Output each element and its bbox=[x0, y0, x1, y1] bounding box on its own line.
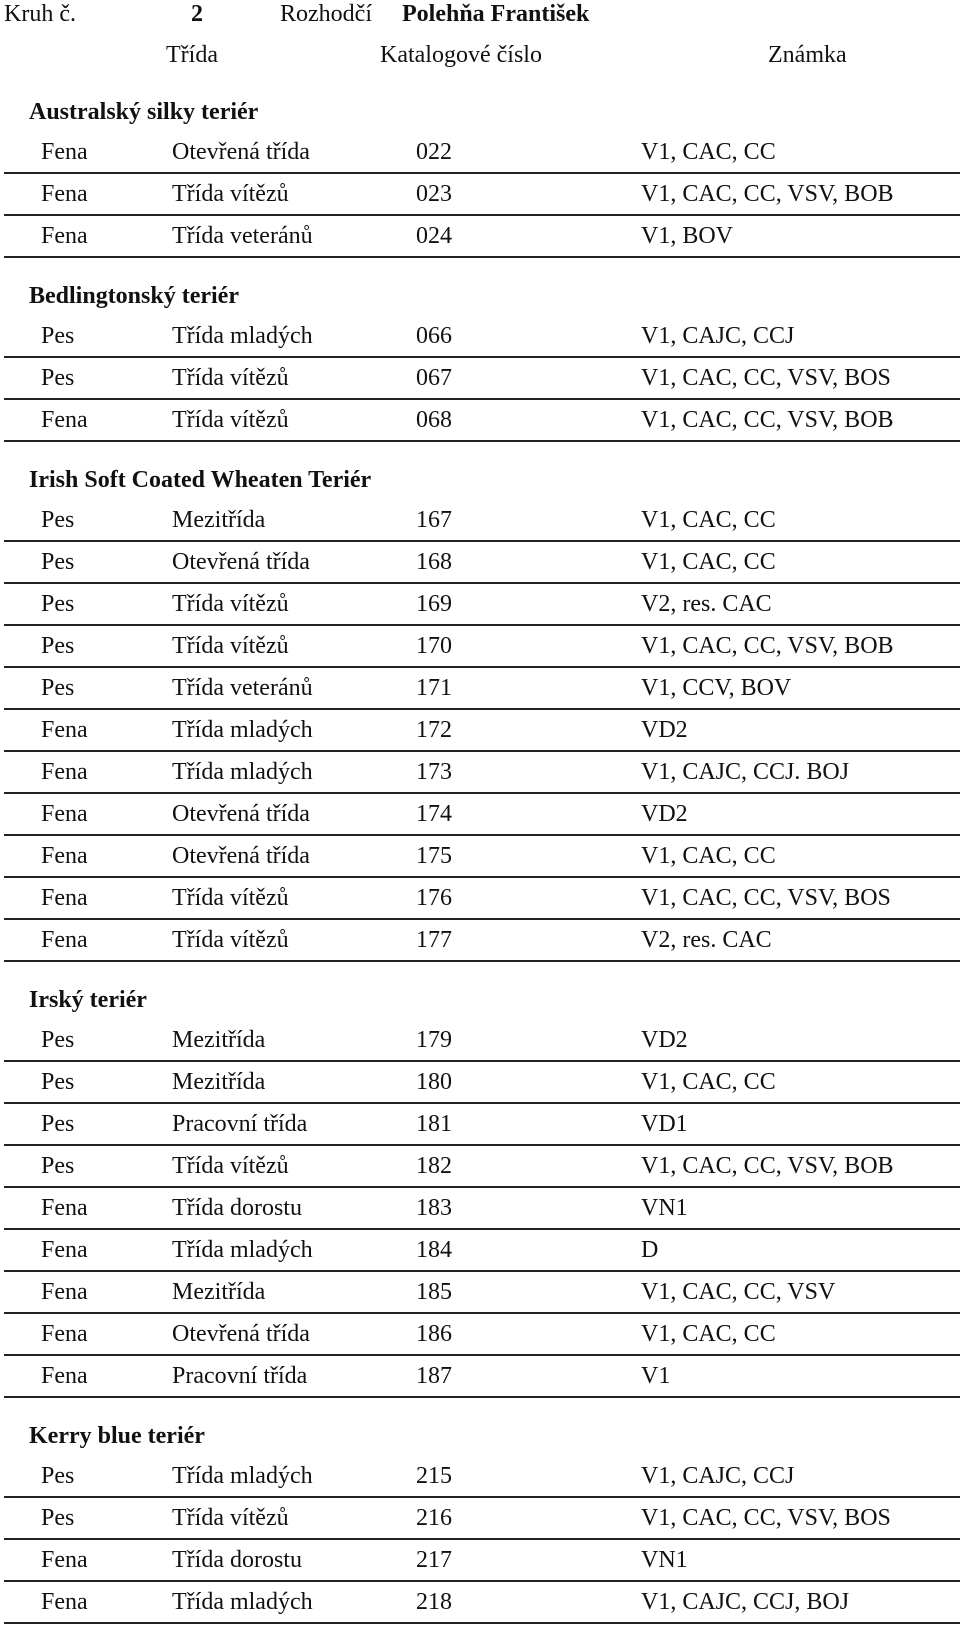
entry-catalog-number: 183 bbox=[416, 1195, 452, 1221]
entry-catalog-number: 176 bbox=[416, 885, 452, 911]
entry-catalog-number: 173 bbox=[416, 759, 452, 785]
results-sheet bbox=[0, 92, 960, 1624]
entry-class: Třída dorostu bbox=[172, 1547, 302, 1573]
entry-grade: D bbox=[641, 1237, 659, 1263]
entry-grade: V1, BOV bbox=[641, 223, 734, 249]
entry-class: Třída vítězů bbox=[172, 181, 289, 207]
entry-class: Třída mladých bbox=[172, 717, 313, 743]
entry-class: Otevřená třída bbox=[172, 1321, 310, 1347]
entry-class: Třída vítězů bbox=[172, 365, 289, 391]
entry-sex: Fena bbox=[41, 1195, 88, 1221]
entry-catalog-number: 215 bbox=[416, 1463, 452, 1489]
entry-class: Třída vítězů bbox=[172, 591, 289, 617]
row-rule bbox=[4, 440, 960, 442]
entry-row bbox=[0, 1540, 960, 1582]
entry-catalog-number: 171 bbox=[416, 675, 452, 701]
breed-section bbox=[0, 1416, 960, 1624]
entry-row bbox=[0, 132, 960, 174]
entry-class: Otevřená třída bbox=[172, 139, 310, 165]
entry-class: Třída dorostu bbox=[172, 1195, 302, 1221]
entry-grade: V1, CAC, CC bbox=[641, 1321, 776, 1347]
entry-sex: Fena bbox=[41, 407, 88, 433]
entry-class: Třída veteránů bbox=[172, 675, 313, 701]
entry-grade: V1, CAC, CC bbox=[641, 1069, 776, 1095]
entry-sex: Fena bbox=[41, 1589, 88, 1615]
entry-sex: Fena bbox=[41, 843, 88, 869]
entry-sex: Fena bbox=[41, 1237, 88, 1263]
entry-grade: V1, CCV, BOV bbox=[641, 675, 792, 701]
entry-row bbox=[0, 1230, 960, 1272]
entry-class: Otevřená třída bbox=[172, 549, 310, 575]
entry-grade: V1, CAC, CC bbox=[641, 507, 776, 533]
entry-grade: V1, CAC, CC, VSV, BOB bbox=[641, 181, 894, 207]
entry-catalog-number: 168 bbox=[416, 549, 452, 575]
entry-sex: Pes bbox=[41, 675, 75, 701]
entry-grade: V1, CAC, CC, VSV, BOB bbox=[641, 633, 894, 659]
column-header-class: Třída bbox=[166, 42, 218, 68]
entry-row bbox=[0, 920, 960, 962]
breed-title: Kerry blue teriér bbox=[29, 1423, 205, 1449]
entry-class: Třída vítězů bbox=[172, 1153, 289, 1179]
ring-header bbox=[0, 0, 960, 36]
entry-sex: Fena bbox=[41, 885, 88, 911]
breed-title: Irish Soft Coated Wheaten Teriér bbox=[29, 467, 372, 493]
entry-row bbox=[0, 1314, 960, 1356]
entry-catalog-number: 023 bbox=[416, 181, 452, 207]
ring-number: 2 bbox=[191, 1, 203, 27]
entry-sex: Pes bbox=[41, 1153, 75, 1179]
entry-grade: VD2 bbox=[641, 801, 688, 827]
entry-row bbox=[0, 794, 960, 836]
entry-sex: Fena bbox=[41, 223, 88, 249]
entry-grade: V1, CAC, CC, VSV, BOS bbox=[641, 365, 891, 391]
entry-row bbox=[0, 1062, 960, 1104]
entry-class: Pracovní třída bbox=[172, 1363, 308, 1389]
entry-row bbox=[0, 1272, 960, 1314]
entry-row bbox=[0, 358, 960, 400]
entry-row bbox=[0, 626, 960, 668]
entry-row bbox=[0, 1456, 960, 1498]
entry-sex: Pes bbox=[41, 365, 75, 391]
entry-row bbox=[0, 878, 960, 920]
entry-sex: Fena bbox=[41, 139, 88, 165]
entry-class: Třída vítězů bbox=[172, 885, 289, 911]
entry-row bbox=[0, 316, 960, 358]
entry-sex: Fena bbox=[41, 759, 88, 785]
entry-grade: V1, CAC, CC bbox=[641, 843, 776, 869]
entry-row bbox=[0, 1582, 960, 1624]
entry-grade: VD1 bbox=[641, 1111, 688, 1137]
entry-class: Třída mladých bbox=[172, 1589, 313, 1615]
entry-catalog-number: 066 bbox=[416, 323, 452, 349]
entry-catalog-number: 179 bbox=[416, 1027, 452, 1053]
entry-row bbox=[0, 1188, 960, 1230]
entry-catalog-number: 174 bbox=[416, 801, 452, 827]
entry-class: Pracovní třída bbox=[172, 1111, 308, 1137]
row-rule bbox=[4, 1396, 960, 1398]
ring-label: Kruh č. bbox=[4, 1, 76, 27]
row-rule bbox=[4, 1622, 960, 1624]
entry-catalog-number: 187 bbox=[416, 1363, 452, 1389]
entry-class: Třída mladých bbox=[172, 1237, 313, 1263]
entry-catalog-number: 181 bbox=[416, 1111, 452, 1137]
entry-grade: V1, CAC, CC, VSV, BOB bbox=[641, 407, 894, 433]
entry-sex: Pes bbox=[41, 1111, 75, 1137]
entry-grade: V1, CAJC, CCJ bbox=[641, 1463, 795, 1489]
entry-class: Mezitřída bbox=[172, 507, 266, 533]
entry-grade: V1, CAC, CC bbox=[641, 139, 776, 165]
entry-catalog-number: 172 bbox=[416, 717, 452, 743]
entry-catalog-number: 068 bbox=[416, 407, 452, 433]
entry-class: Otevřená třída bbox=[172, 801, 310, 827]
entry-grade: V1, CAC, CC bbox=[641, 549, 776, 575]
entry-catalog-number: 170 bbox=[416, 633, 452, 659]
entry-sex: Pes bbox=[41, 591, 75, 617]
entry-row bbox=[0, 1104, 960, 1146]
entry-sex: Fena bbox=[41, 1547, 88, 1573]
entry-class: Otevřená třída bbox=[172, 843, 310, 869]
entry-class: Třída vítězů bbox=[172, 1505, 289, 1531]
entry-catalog-number: 169 bbox=[416, 591, 452, 617]
breed-title: Australský silky teriér bbox=[29, 99, 259, 125]
entry-sex: Fena bbox=[41, 717, 88, 743]
entry-sex: Pes bbox=[41, 1027, 75, 1053]
entry-row bbox=[0, 836, 960, 878]
entry-row bbox=[0, 500, 960, 542]
entry-class: Třída mladých bbox=[172, 1463, 313, 1489]
entry-sex: Pes bbox=[41, 633, 75, 659]
entry-sex: Pes bbox=[41, 1505, 75, 1531]
entry-row bbox=[0, 584, 960, 626]
column-header-grade: Známka bbox=[768, 42, 847, 68]
entry-grade: V2, res. CAC bbox=[641, 591, 772, 617]
entry-sex: Pes bbox=[41, 1463, 75, 1489]
entry-catalog-number: 184 bbox=[416, 1237, 452, 1263]
entry-catalog-number: 067 bbox=[416, 365, 452, 391]
judge-name: Polehňa František bbox=[402, 1, 590, 27]
entry-grade: VD2 bbox=[641, 1027, 688, 1053]
entry-grade: VN1 bbox=[641, 1547, 688, 1573]
entry-catalog-number: 175 bbox=[416, 843, 452, 869]
entry-row bbox=[0, 1146, 960, 1188]
breed-section bbox=[0, 980, 960, 1398]
entry-sex: Pes bbox=[41, 549, 75, 575]
entry-sex: Fena bbox=[41, 927, 88, 953]
entry-sex: Fena bbox=[41, 1321, 88, 1347]
entry-class: Mezitřída bbox=[172, 1279, 266, 1305]
column-header-catalog: Katalogové číslo bbox=[380, 42, 542, 68]
entry-catalog-number: 180 bbox=[416, 1069, 452, 1095]
entry-grade: V1, CAC, CC, VSV bbox=[641, 1279, 836, 1305]
entry-class: Třída vítězů bbox=[172, 927, 289, 953]
breed-title: Bedlingtonský teriér bbox=[29, 283, 239, 309]
entry-row bbox=[0, 1498, 960, 1540]
entry-sex: Fena bbox=[41, 1363, 88, 1389]
entry-class: Mezitřída bbox=[172, 1069, 266, 1095]
entry-grade: V1, CAJC, CCJ bbox=[641, 323, 795, 349]
entry-grade: V1, CAC, CC, VSV, BOS bbox=[641, 885, 891, 911]
entry-class: Třída veteránů bbox=[172, 223, 313, 249]
entry-sex: Pes bbox=[41, 323, 75, 349]
entry-class: Třída vítězů bbox=[172, 633, 289, 659]
entry-sex: Pes bbox=[41, 1069, 75, 1095]
entry-row bbox=[0, 752, 960, 794]
entry-catalog-number: 185 bbox=[416, 1279, 452, 1305]
entry-grade: VD2 bbox=[641, 717, 688, 743]
entry-row bbox=[0, 710, 960, 752]
breed-section bbox=[0, 460, 960, 962]
breed-section bbox=[0, 92, 960, 258]
entry-catalog-number: 177 bbox=[416, 927, 452, 953]
entry-grade: V1, CAC, CC, VSV, BOB bbox=[641, 1153, 894, 1179]
entry-sex: Fena bbox=[41, 181, 88, 207]
entry-catalog-number: 218 bbox=[416, 1589, 452, 1615]
entry-grade: V2, res. CAC bbox=[641, 927, 772, 953]
breed-section bbox=[0, 276, 960, 442]
entry-catalog-number: 024 bbox=[416, 223, 452, 249]
entry-catalog-number: 217 bbox=[416, 1547, 452, 1573]
entry-class: Třída vítězů bbox=[172, 407, 289, 433]
entry-catalog-number: 182 bbox=[416, 1153, 452, 1179]
entry-grade: V1, CAJC, CCJ, BOJ bbox=[641, 1589, 850, 1615]
entry-row bbox=[0, 1020, 960, 1062]
entry-sex: Fena bbox=[41, 801, 88, 827]
entry-class: Mezitřída bbox=[172, 1027, 266, 1053]
entry-grade: V1 bbox=[641, 1363, 671, 1389]
entry-row bbox=[0, 174, 960, 216]
row-rule bbox=[4, 960, 960, 962]
entry-row bbox=[0, 542, 960, 584]
entry-catalog-number: 186 bbox=[416, 1321, 452, 1347]
entry-sex: Pes bbox=[41, 507, 75, 533]
entry-row bbox=[0, 668, 960, 710]
entry-catalog-number: 167 bbox=[416, 507, 452, 533]
column-headers bbox=[0, 42, 960, 78]
entry-row bbox=[0, 216, 960, 258]
entry-class: Třída mladých bbox=[172, 323, 313, 349]
entry-grade: V1, CAJC, CCJ. BOJ bbox=[641, 759, 850, 785]
entry-sex: Fena bbox=[41, 1279, 88, 1305]
entry-catalog-number: 022 bbox=[416, 139, 452, 165]
entry-row bbox=[0, 400, 960, 442]
judge-label: Rozhodčí bbox=[280, 1, 372, 27]
entry-class: Třída mladých bbox=[172, 759, 313, 785]
entry-grade: V1, CAC, CC, VSV, BOS bbox=[641, 1505, 891, 1531]
entry-catalog-number: 216 bbox=[416, 1505, 452, 1531]
entry-row bbox=[0, 1356, 960, 1398]
row-rule bbox=[4, 256, 960, 258]
breed-title: Irský teriér bbox=[29, 987, 147, 1013]
entry-grade: VN1 bbox=[641, 1195, 688, 1221]
